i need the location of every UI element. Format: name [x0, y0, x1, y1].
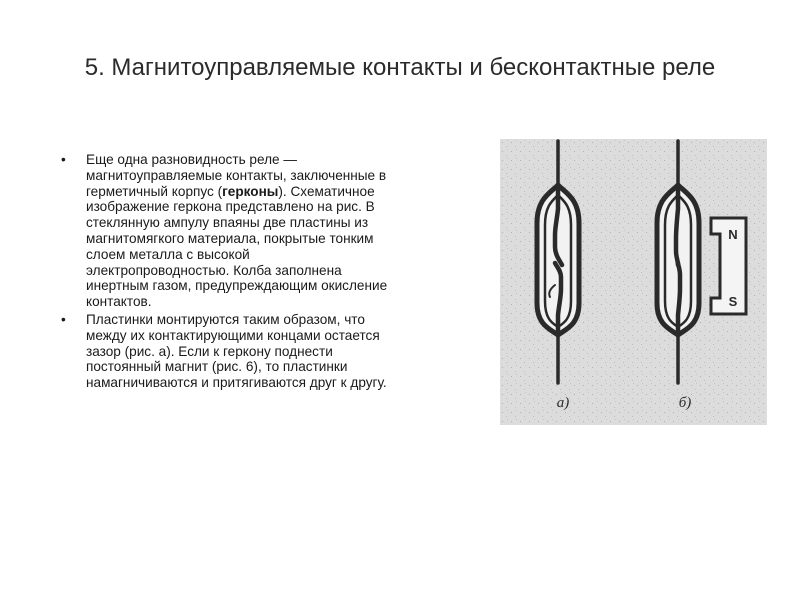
- magnet-pole-s: S: [728, 294, 738, 309]
- bullet-list: [60, 152, 390, 393]
- bullet-text-before: Еще одна разновидность реле — магнитоуправляемые контакты, заключенные в герметичный корпус (: [86, 152, 387, 199]
- bullet-text-after: ). Схематичное изображение геркона представлено на рис. В стеклянную ампулу впаяны две пластины из магнитомягкого материала, покрытые тонким слоем металла с высокой электропроводностью. Колба заполнена инертным газом, предупреждающим окисление контактов.: [86, 183, 388, 310]
- contact-plate-lower: [678, 263, 680, 335]
- magnet-pole-n: N: [728, 227, 738, 242]
- figure-label-b: б): [678, 395, 692, 411]
- bullet-item-2: [60, 312, 390, 391]
- reed-switch-diagram: [500, 139, 767, 425]
- slide-title: 5. Магнитоуправляемые контакты и бесконтактные реле: [84, 54, 716, 81]
- bullet-item-1: [60, 152, 390, 310]
- bullet-marker: •: [61, 311, 66, 327]
- bullet-bold-term: герконы: [222, 183, 279, 199]
- bullet-text: Пластинки монтируются таким образом, что между их контактирующими концами остается зазор (рис. а). Если к геркону поднести постоянный магнит (рис. 6), то пластинки намагничиваются и притягиваются друг к другу.: [86, 311, 387, 391]
- figure-label-a: а): [556, 395, 570, 411]
- bullet-marker: •: [61, 152, 66, 167]
- contact-plate-upper: [676, 187, 678, 265]
- reed-switch-figure: [500, 139, 767, 425]
